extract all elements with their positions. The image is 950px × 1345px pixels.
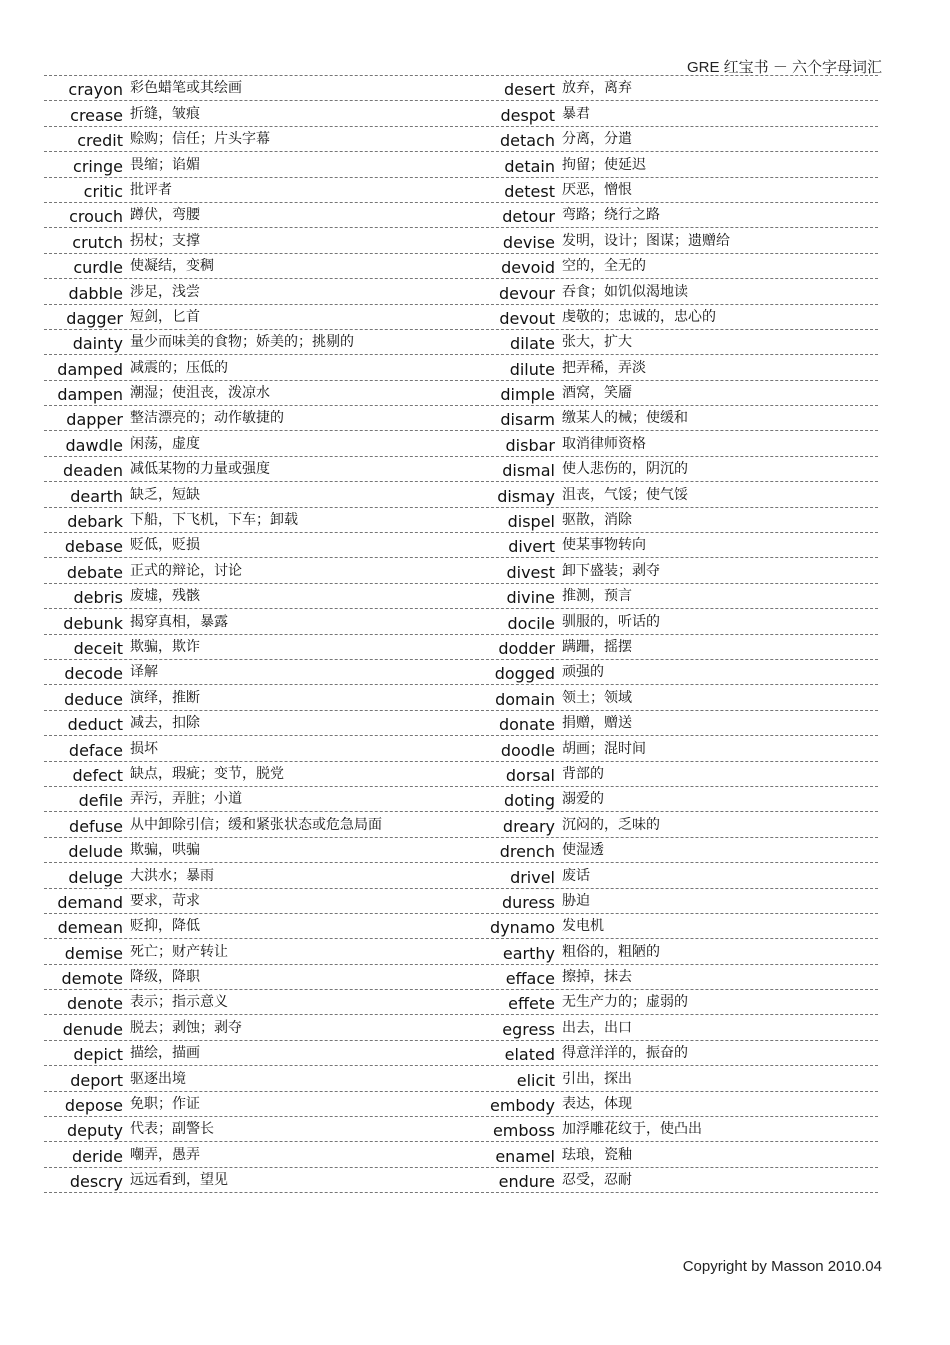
vocab-definition: 张大，扩大 xyxy=(562,334,632,351)
vocab-row xyxy=(476,127,878,152)
vocab-word: deduce xyxy=(64,689,123,709)
vocab-word: egress xyxy=(502,1019,555,1039)
vocab-definition: 加浮雕花纹于，使凸出 xyxy=(562,1121,702,1138)
vocab-word: dynamo xyxy=(490,918,555,938)
vocab-row xyxy=(476,558,878,583)
vocab-word: emboss xyxy=(492,1121,555,1141)
vocab-definition: 贬低，贬损 xyxy=(130,537,200,554)
vocab-row xyxy=(476,305,878,330)
vocab-word: dilute xyxy=(509,359,555,379)
vocab-definition: 把弄稀，弄淡 xyxy=(562,359,646,376)
vocab-row xyxy=(476,330,878,355)
vocab-word: defile xyxy=(78,791,123,811)
vocab-word: defect xyxy=(72,765,123,785)
vocab-definition: 减去，扣除 xyxy=(130,715,200,732)
vocab-row xyxy=(44,228,478,253)
vocab-definition: 虔敬的；忠诚的，忠心的 xyxy=(562,308,716,325)
vocab-word: dodder xyxy=(498,638,555,658)
vocab-definition: 无生产力的；虚弱的 xyxy=(562,994,688,1011)
vocab-row xyxy=(44,152,478,177)
vocab-row xyxy=(476,660,878,685)
vocab-row xyxy=(44,1041,478,1066)
vocab-word: demean xyxy=(57,918,123,938)
vocab-definition: 放弃，离弃 xyxy=(562,80,632,97)
vocab-word: demand xyxy=(57,892,123,912)
vocab-definition: 背部的 xyxy=(562,765,604,782)
vocab-definition: 珐琅，瓷釉 xyxy=(562,1146,632,1163)
vocab-word: detach xyxy=(499,131,555,151)
vocab-row xyxy=(44,863,478,888)
vocab-definition: 擦掉，抹去 xyxy=(562,969,632,986)
vocab-word: divine xyxy=(506,588,555,608)
vocab-row xyxy=(44,101,478,126)
vocab-definition: 整洁漂亮的；动作敏捷的 xyxy=(130,410,284,427)
vocab-word: earthy xyxy=(502,943,555,963)
vocab-definition: 发电机 xyxy=(562,918,604,935)
vocab-row xyxy=(44,609,478,634)
vocab-word: elated xyxy=(504,1045,555,1065)
vocab-definition: 驱逐出境 xyxy=(130,1070,186,1087)
vocab-word: despot xyxy=(500,105,555,125)
vocab-definition: 废墟，残骸 xyxy=(130,588,200,605)
vocab-row xyxy=(476,914,878,939)
vocab-definition: 胡画；混时间 xyxy=(562,740,646,757)
vocab-word: demote xyxy=(61,969,123,989)
vocab-row xyxy=(44,482,478,507)
vocab-definition: 闲荡，虚度 xyxy=(130,435,200,452)
vocab-row xyxy=(44,305,478,330)
vocab-definition: 免职；作证 xyxy=(130,1096,200,1113)
vocab-row xyxy=(476,431,878,456)
vocab-word: disbar xyxy=(505,435,555,455)
vocab-row xyxy=(476,711,878,736)
vocab-word: dagger xyxy=(66,308,123,328)
vocab-definition: 厌恶，憎恨 xyxy=(562,181,632,198)
vocab-definition: 卸下盛装；剥夺 xyxy=(562,562,660,579)
vocab-definition: 损坏 xyxy=(130,740,158,757)
vocab-word: depict xyxy=(73,1045,123,1065)
vocab-word: curdle xyxy=(73,258,123,278)
vocab-row xyxy=(476,228,878,253)
vocab-row xyxy=(44,330,478,355)
vocab-definition: 分离，分遣 xyxy=(562,131,632,148)
vocab-word: disarm xyxy=(500,410,555,430)
vocab-row xyxy=(44,1066,478,1091)
vocab-word: detest xyxy=(504,181,555,201)
vocab-definition: 缺乏，短缺 xyxy=(130,486,200,503)
vocab-column-left xyxy=(44,75,478,1193)
vocab-row xyxy=(476,965,878,990)
vocab-row xyxy=(476,939,878,964)
vocab-definition: 推测，预言 xyxy=(562,588,632,605)
vocab-definition: 空的，全无的 xyxy=(562,258,646,275)
vocab-definition: 发明，设计；图谋；遗赠给 xyxy=(562,232,730,249)
vocab-definition: 驱散，消除 xyxy=(562,512,632,529)
vocab-word: dapper xyxy=(66,410,123,430)
vocab-row xyxy=(476,279,878,304)
vocab-row xyxy=(44,635,478,660)
vocab-definition: 减震的；压低的 xyxy=(130,359,228,376)
vocab-row xyxy=(44,584,478,609)
page-header: GRE 红宝书 － 六个字母词汇 xyxy=(686,59,882,76)
vocab-row xyxy=(476,355,878,380)
vocab-word: dismay xyxy=(497,486,555,506)
vocab-word: damped xyxy=(57,359,123,379)
vocab-definition: 远远看到，望见 xyxy=(130,1172,228,1189)
vocab-definition: 演绎，推断 xyxy=(130,689,200,706)
vocab-word: crutch xyxy=(72,232,123,252)
vocab-row xyxy=(44,508,478,533)
vocab-row xyxy=(44,711,478,736)
vocab-word: deride xyxy=(71,1146,123,1166)
vocab-definition: 蹲伏，弯腰 xyxy=(130,207,200,224)
vocab-row xyxy=(476,1092,878,1117)
vocab-definition: 胁迫 xyxy=(562,892,590,909)
vocab-word: elicit xyxy=(516,1070,555,1090)
vocab-definition: 顽强的 xyxy=(562,664,604,681)
vocab-row xyxy=(476,1066,878,1091)
vocab-row xyxy=(476,406,878,431)
vocab-word: dainty xyxy=(72,334,123,354)
copyright-footer: Copyright by Masson 2010.04 xyxy=(682,1258,882,1275)
vocab-word: delude xyxy=(68,842,123,862)
vocab-word: defuse xyxy=(69,816,123,836)
vocab-row xyxy=(476,1142,878,1167)
vocab-definition: 沉闷的，乏味的 xyxy=(562,816,660,833)
vocab-definition: 欺骗，哄骗 xyxy=(130,842,200,859)
vocab-row xyxy=(44,431,478,456)
vocab-row xyxy=(476,863,878,888)
vocab-definition: 译解 xyxy=(130,664,158,681)
vocab-word: devout xyxy=(499,308,555,328)
vocab-word: denude xyxy=(62,1019,123,1039)
vocab-row xyxy=(44,381,478,406)
vocab-word: detain xyxy=(504,156,555,176)
vocab-word: effete xyxy=(508,994,555,1014)
vocab-word: dreary xyxy=(502,816,555,836)
vocab-definition: 揭穿真相，暴露 xyxy=(130,613,228,630)
vocab-definition: 从中卸除引信；缓和紧张状态或危急局面 xyxy=(130,816,382,833)
vocab-word: demise xyxy=(64,943,123,963)
vocab-word: dismal xyxy=(502,461,555,481)
vocab-word: crouch xyxy=(69,207,123,227)
vocab-row xyxy=(44,178,478,203)
vocab-row xyxy=(44,558,478,583)
vocab-word: doodle xyxy=(500,740,555,760)
vocab-row xyxy=(476,254,878,279)
vocab-definition: 死亡；财产转让 xyxy=(130,943,228,960)
vocab-word: dawdle xyxy=(65,435,123,455)
vocab-definition: 表示；指示意义 xyxy=(130,994,228,1011)
vocab-row xyxy=(44,1015,478,1040)
vocab-word: dispel xyxy=(507,512,555,532)
vocab-definition: 下船，下飞机，下车；卸载 xyxy=(130,512,298,529)
vocab-definition: 正式的辩论，讨论 xyxy=(130,562,242,579)
vocab-definition: 吞食；如饥似渴地读 xyxy=(562,283,688,300)
vocab-definition: 使湿透 xyxy=(562,842,604,859)
vocab-definition: 忍受，忍耐 xyxy=(562,1172,632,1189)
vocab-row xyxy=(476,609,878,634)
vocab-word: dogged xyxy=(494,664,555,684)
vocab-row xyxy=(476,990,878,1015)
vocab-word: drench xyxy=(499,842,555,862)
vocab-definition: 使凝结，变稠 xyxy=(130,258,214,275)
vocab-word: desert xyxy=(503,80,555,100)
vocab-word: debunk xyxy=(63,613,123,633)
vocab-definition: 彩色蜡笔或其绘画 xyxy=(130,80,242,97)
vocab-row xyxy=(476,76,878,101)
vocab-word: debase xyxy=(64,537,123,557)
vocab-word: cringe xyxy=(73,156,123,176)
vocab-row xyxy=(44,1117,478,1142)
vocab-row xyxy=(44,939,478,964)
vocab-row xyxy=(476,838,878,863)
vocab-definition: 使人悲伤的，阴沉的 xyxy=(562,461,688,478)
vocab-definition: 溺爱的 xyxy=(562,791,604,808)
vocab-row xyxy=(476,203,878,228)
vocab-word: enamel xyxy=(495,1146,555,1166)
vocab-row xyxy=(44,762,478,787)
vocab-row xyxy=(476,889,878,914)
vocab-word: depose xyxy=(64,1096,123,1116)
vocab-definition: 折缝，皱痕 xyxy=(130,105,200,122)
vocab-row xyxy=(44,533,478,558)
vocab-row xyxy=(44,254,478,279)
vocab-row xyxy=(476,584,878,609)
vocab-definition: 沮丧，气馁；使气馁 xyxy=(562,486,688,503)
vocab-definition: 领土；领域 xyxy=(562,689,632,706)
vocab-row xyxy=(44,812,478,837)
vocab-word: endure xyxy=(498,1172,555,1192)
vocab-definition: 减低某物的力量或强度 xyxy=(130,461,270,478)
vocab-definition: 引出，探出 xyxy=(562,1070,632,1087)
vocab-definition: 缺点，瑕疵；变节，脱党 xyxy=(130,765,284,782)
vocab-word: denote xyxy=(66,994,123,1014)
vocab-row xyxy=(44,685,478,710)
vocab-row xyxy=(44,457,478,482)
vocab-definition: 驯服的，听话的 xyxy=(562,613,660,630)
vocab-row xyxy=(44,1142,478,1167)
vocab-row xyxy=(44,889,478,914)
vocab-word: credit xyxy=(77,131,123,151)
vocab-column-right xyxy=(476,75,878,1193)
vocab-word: efface xyxy=(505,969,555,989)
vocab-definition: 要求，苛求 xyxy=(130,892,200,909)
vocab-definition: 捐赠，赠送 xyxy=(562,715,632,732)
vocab-row xyxy=(44,787,478,812)
vocab-definition: 出去，出口 xyxy=(562,1019,632,1036)
vocab-word: dilate xyxy=(510,334,555,354)
vocab-definition: 脱去；剥蚀；剥夺 xyxy=(130,1019,242,1036)
vocab-word: dabble xyxy=(68,283,123,303)
vocab-row xyxy=(44,355,478,380)
vocab-definition: 表达，体现 xyxy=(562,1096,632,1113)
vocab-word: deceit xyxy=(73,638,123,658)
vocab-row xyxy=(476,482,878,507)
vocab-row xyxy=(476,812,878,837)
vocab-definition: 得意洋洋的，振奋的 xyxy=(562,1045,688,1062)
vocab-row xyxy=(44,406,478,431)
vocab-row xyxy=(476,381,878,406)
vocab-word: deputy xyxy=(66,1121,123,1141)
vocab-row xyxy=(476,635,878,660)
vocab-definition: 弯路；绕行之路 xyxy=(562,207,660,224)
vocab-word: docile xyxy=(507,613,555,633)
vocab-definition: 粗俗的，粗陋的 xyxy=(562,943,660,960)
vocab-word: dimple xyxy=(500,385,555,405)
vocab-definition: 蹒跚，摇摆 xyxy=(562,638,632,655)
vocab-row xyxy=(476,685,878,710)
vocab-row xyxy=(476,533,878,558)
vocab-definition: 拘留；使延迟 xyxy=(562,156,646,173)
vocab-definition: 缴某人的械；使缓和 xyxy=(562,410,688,427)
vocab-row xyxy=(44,279,478,304)
vocab-row xyxy=(476,787,878,812)
vocab-word: embody xyxy=(490,1096,555,1116)
vocab-definition: 拐杖；支撑 xyxy=(130,232,200,249)
vocab-definition: 批评者 xyxy=(130,181,172,198)
vocab-definition: 赊购；信任；片头字幕 xyxy=(130,131,270,148)
vocab-word: crease xyxy=(70,105,123,125)
vocab-word: descry xyxy=(69,1172,123,1192)
vocab-row xyxy=(44,127,478,152)
vocab-word: devour xyxy=(499,283,555,303)
vocab-row xyxy=(44,838,478,863)
vocab-row xyxy=(476,762,878,787)
vocab-definition: 弄污，弄脏；小道 xyxy=(130,791,242,808)
vocab-row xyxy=(476,152,878,177)
vocab-definition: 取消律师资格 xyxy=(562,435,646,452)
vocab-row xyxy=(44,1168,478,1193)
vocab-word: debate xyxy=(66,562,123,582)
vocab-row xyxy=(476,457,878,482)
vocab-definition: 嘲弄，愚弄 xyxy=(130,1146,200,1163)
vocab-definition: 降级，降职 xyxy=(130,969,200,986)
vocab-definition: 废话 xyxy=(562,867,590,884)
vocab-word: drivel xyxy=(510,867,555,887)
vocab-row xyxy=(476,508,878,533)
vocab-definition: 代表；副警长 xyxy=(130,1121,214,1138)
vocab-word: deport xyxy=(70,1070,123,1090)
vocab-definition: 酒窝，笑靥 xyxy=(562,385,632,402)
vocab-row xyxy=(476,736,878,761)
vocab-definition: 欺骗，欺诈 xyxy=(130,638,200,655)
vocab-word: decode xyxy=(64,664,123,684)
vocab-word: devise xyxy=(502,232,555,252)
vocab-definition: 大洪水；暴雨 xyxy=(130,867,214,884)
vocab-word: divert xyxy=(508,537,555,557)
vocab-definition: 潮湿；使沮丧，泼凉水 xyxy=(130,385,270,402)
vocab-word: debark xyxy=(67,512,123,532)
vocab-row xyxy=(44,203,478,228)
vocab-word: duress xyxy=(501,892,555,912)
vocab-word: debris xyxy=(73,588,123,608)
vocab-row xyxy=(476,1117,878,1142)
vocab-word: dearth xyxy=(70,486,123,506)
vocab-row xyxy=(44,736,478,761)
vocab-word: crayon xyxy=(68,80,123,100)
vocab-row xyxy=(476,1168,878,1193)
vocab-row xyxy=(44,965,478,990)
vocab-word: dampen xyxy=(57,385,123,405)
vocab-definition: 畏缩；谄媚 xyxy=(130,156,200,173)
vocab-definition: 量少而味美的食物；娇美的；挑剔的 xyxy=(130,334,354,351)
vocab-definition: 使某事物转向 xyxy=(562,537,646,554)
vocab-definition: 涉足，浅尝 xyxy=(130,283,200,300)
vocab-word: deduct xyxy=(67,715,123,735)
vocab-word: critic xyxy=(83,181,123,201)
vocab-row xyxy=(476,1015,878,1040)
vocab-definition: 短剑，匕首 xyxy=(130,308,200,325)
vocab-word: detour xyxy=(502,207,555,227)
vocab-word: donate xyxy=(498,715,555,735)
vocab-row xyxy=(44,1092,478,1117)
vocab-row xyxy=(44,914,478,939)
vocab-row xyxy=(476,1041,878,1066)
vocab-word: deaden xyxy=(63,461,123,481)
vocab-word: domain xyxy=(495,689,555,709)
vocab-row xyxy=(476,178,878,203)
vocab-word: deface xyxy=(68,740,123,760)
vocab-word: deluge xyxy=(68,867,123,887)
vocab-word: devoid xyxy=(501,258,555,278)
vocab-definition: 描绘，描画 xyxy=(130,1045,200,1062)
vocab-row xyxy=(44,660,478,685)
vocab-row xyxy=(44,76,478,101)
vocab-definition: 贬抑，降低 xyxy=(130,918,200,935)
vocab-word: dorsal xyxy=(505,765,555,785)
vocab-definition: 暴君 xyxy=(562,105,590,122)
vocab-row xyxy=(476,101,878,126)
vocab-word: divest xyxy=(506,562,555,582)
vocab-row xyxy=(44,990,478,1015)
vocab-word: doting xyxy=(504,791,555,811)
